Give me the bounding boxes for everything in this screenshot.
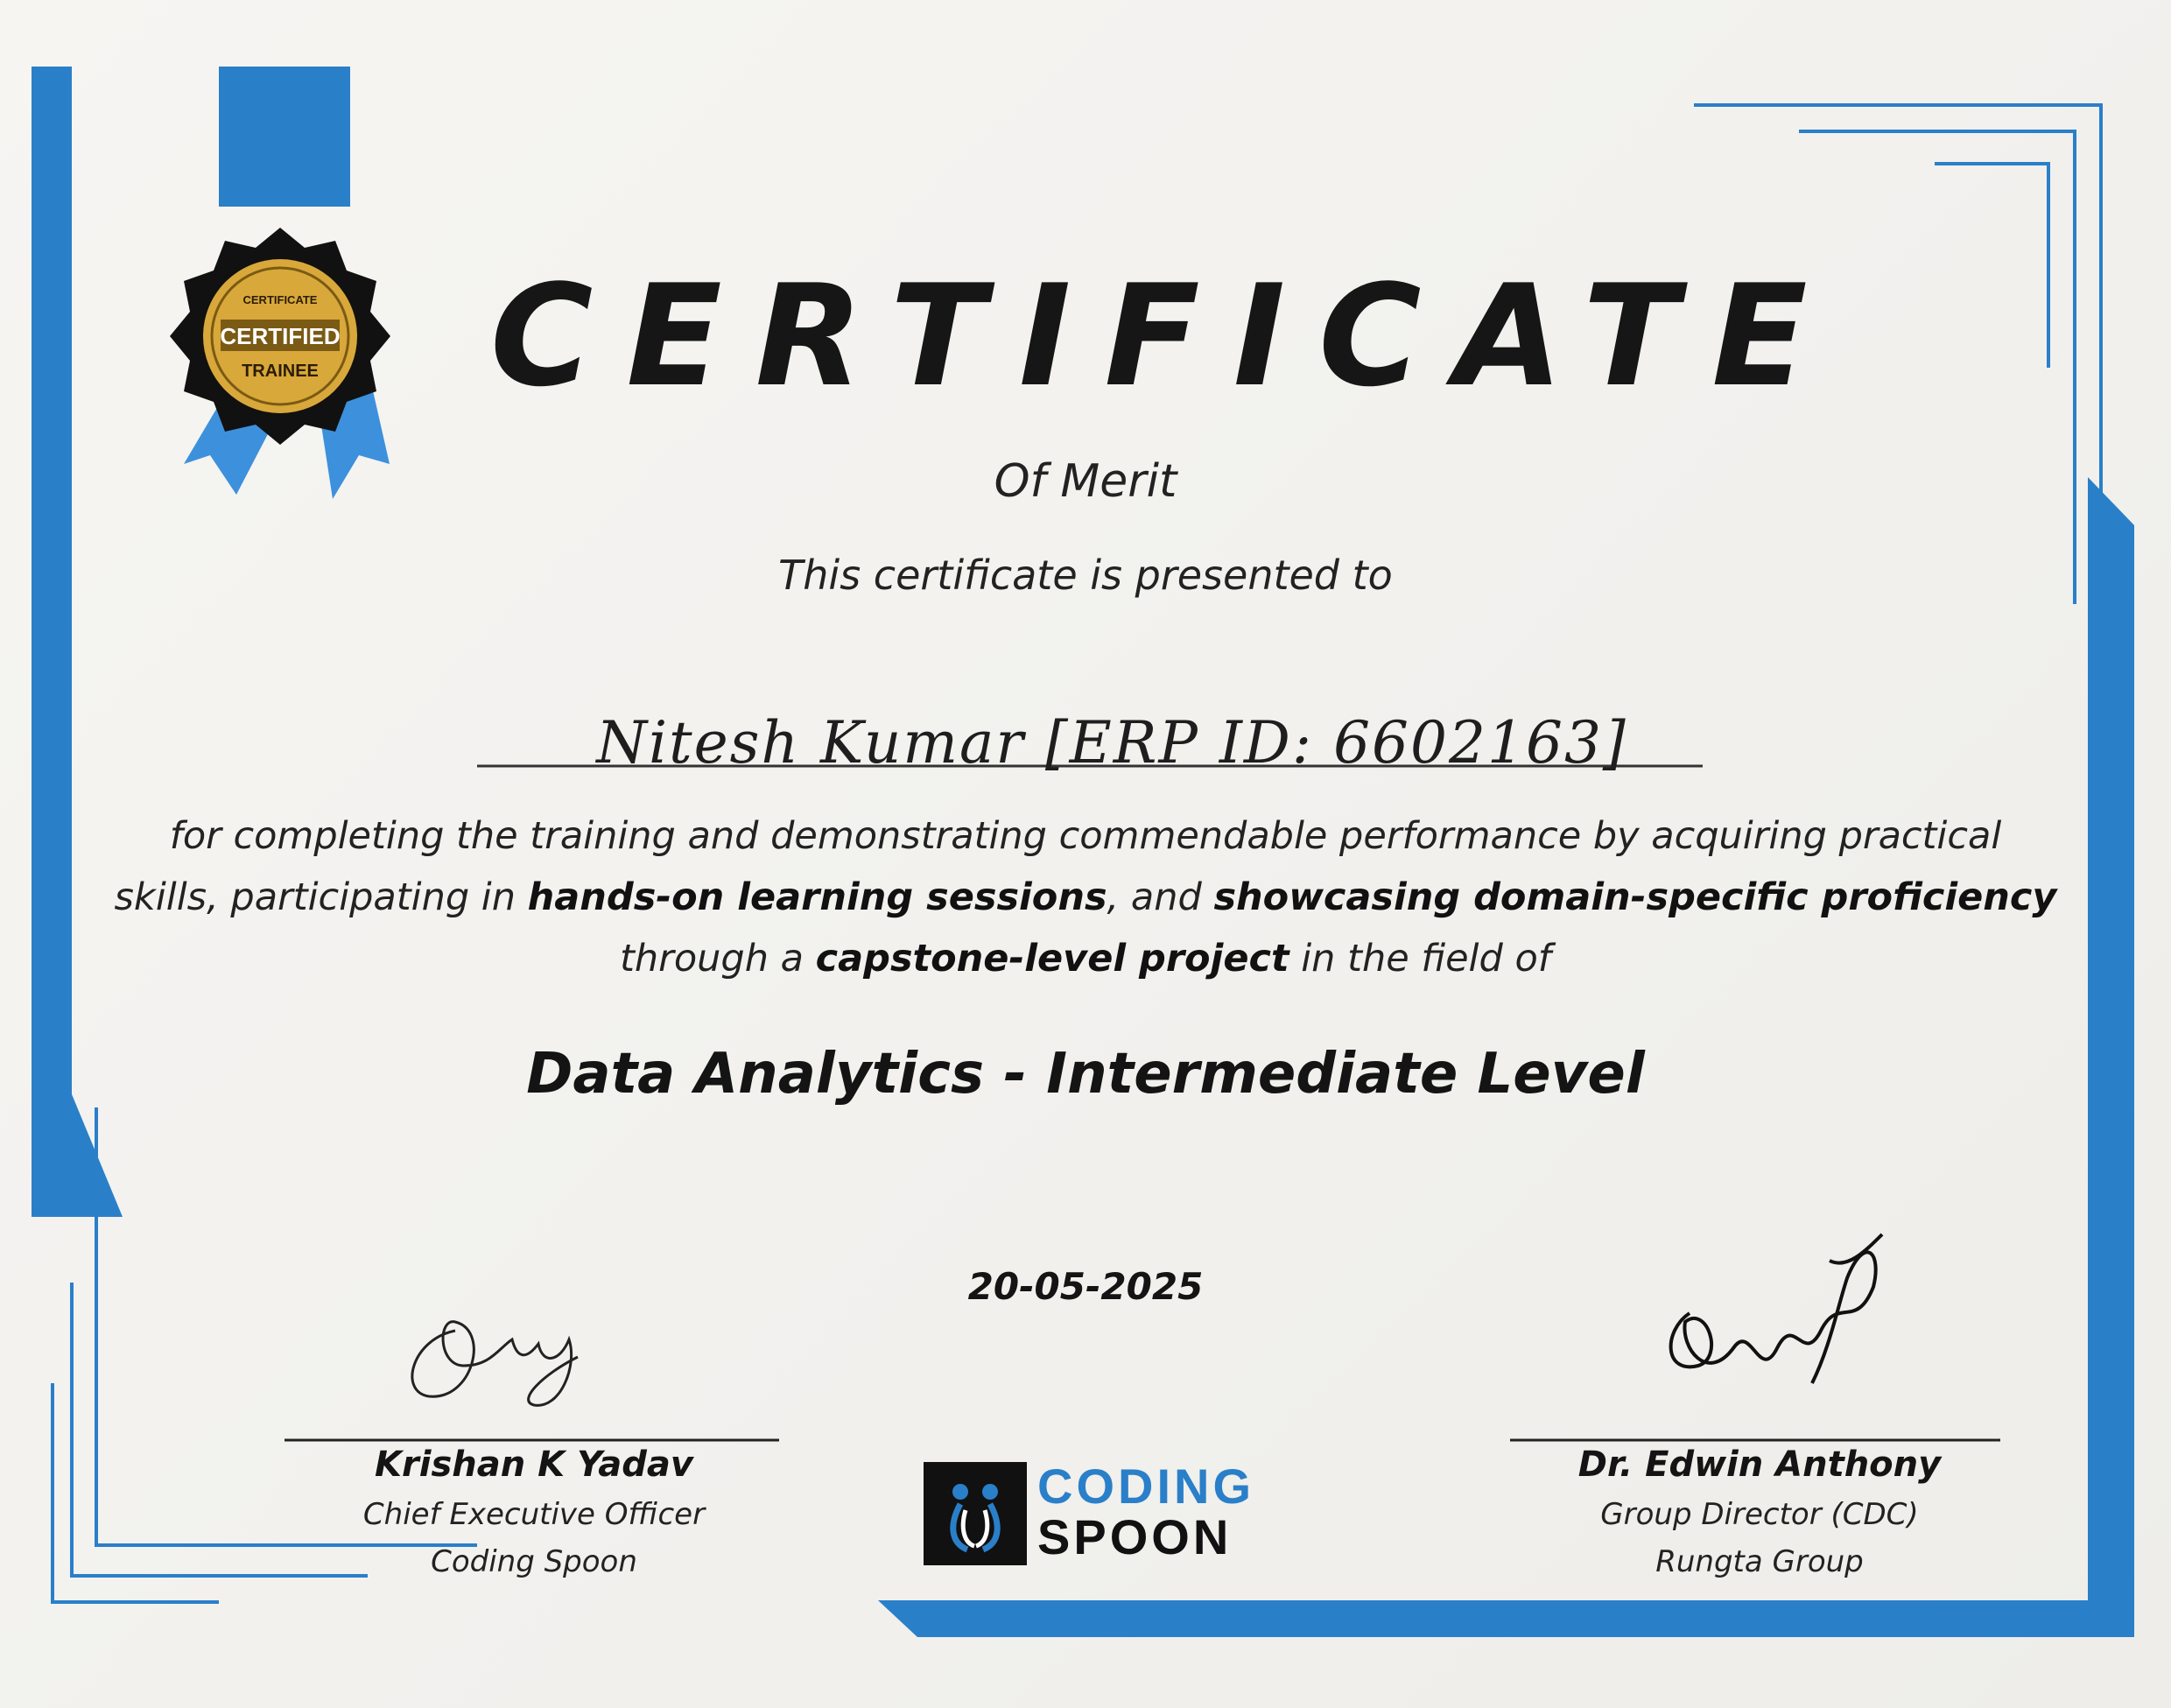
signature-right-scribble [1671, 1234, 1882, 1383]
body-line-2-bold-1: hands-on learning sessions [527, 875, 1107, 919]
signatory-right [1514, 1444, 2005, 1579]
signatory-right-name: Dr. Edwin Anthony [1577, 1444, 1942, 1485]
certificate-title: CERTIFICATE [490, 254, 1841, 418]
logo-line-1: CODING [1037, 1458, 1254, 1514]
coding-spoon-logo-text [1037, 1458, 1254, 1564]
signatory-right-org: Rungta Group [1655, 1544, 1864, 1579]
certified-trainee-seal [149, 171, 411, 503]
logo-line-2: SPOON [1037, 1509, 1233, 1564]
body-line-3-prefix: through a [620, 937, 816, 981]
signatory-left-org: Coding Spoon [431, 1544, 637, 1579]
seal-bottom-text: TRAINEE [242, 362, 319, 381]
body-line-3-suffix: in the field of [1289, 937, 1551, 981]
certificate-subtitle: Of Merit [994, 455, 1177, 508]
issue-date: 20-05-2025 [967, 1265, 1204, 1308]
recipient-name: Nitesh Kumar [ERP ID: 6602163] [596, 709, 1627, 777]
coding-spoon-logo [924, 1458, 1291, 1565]
signatory-right-role: Group Director (CDC) [1600, 1497, 1919, 1532]
field-of-study: Data Analytics - Intermediate Level [526, 1042, 1645, 1107]
seal-top-text: CERTIFICATE [242, 293, 318, 306]
signatory-left [289, 1444, 779, 1579]
body-line-2-mid: , and [1107, 875, 1214, 919]
signatory-left-name: Krishan K Yadav [375, 1444, 693, 1485]
seal-main-text: CERTIFIED [220, 323, 341, 349]
bottom-blue-band [878, 1600, 2134, 1637]
body-line-1: for completing the training and demonstrating commendable performance by acquiring practical [169, 814, 2002, 858]
body-line-2 [0, 875, 2171, 919]
body-line-3 [0, 937, 2171, 981]
body-line-2-bold-2: showcasing domain-specific proficiency [1213, 875, 2057, 919]
presented-to-text: This certificate is presented to [778, 552, 1393, 599]
coding-spoon-logo-icon [924, 1462, 1027, 1565]
signatory-left-role: Chief Executive Officer [362, 1497, 706, 1532]
body-line-2-prefix: skills, participating in [114, 875, 528, 919]
top-right-lines [1694, 105, 2101, 753]
signature-left-scribble [412, 1322, 578, 1406]
body-line-3-bold: capstone-level project [815, 937, 1289, 981]
